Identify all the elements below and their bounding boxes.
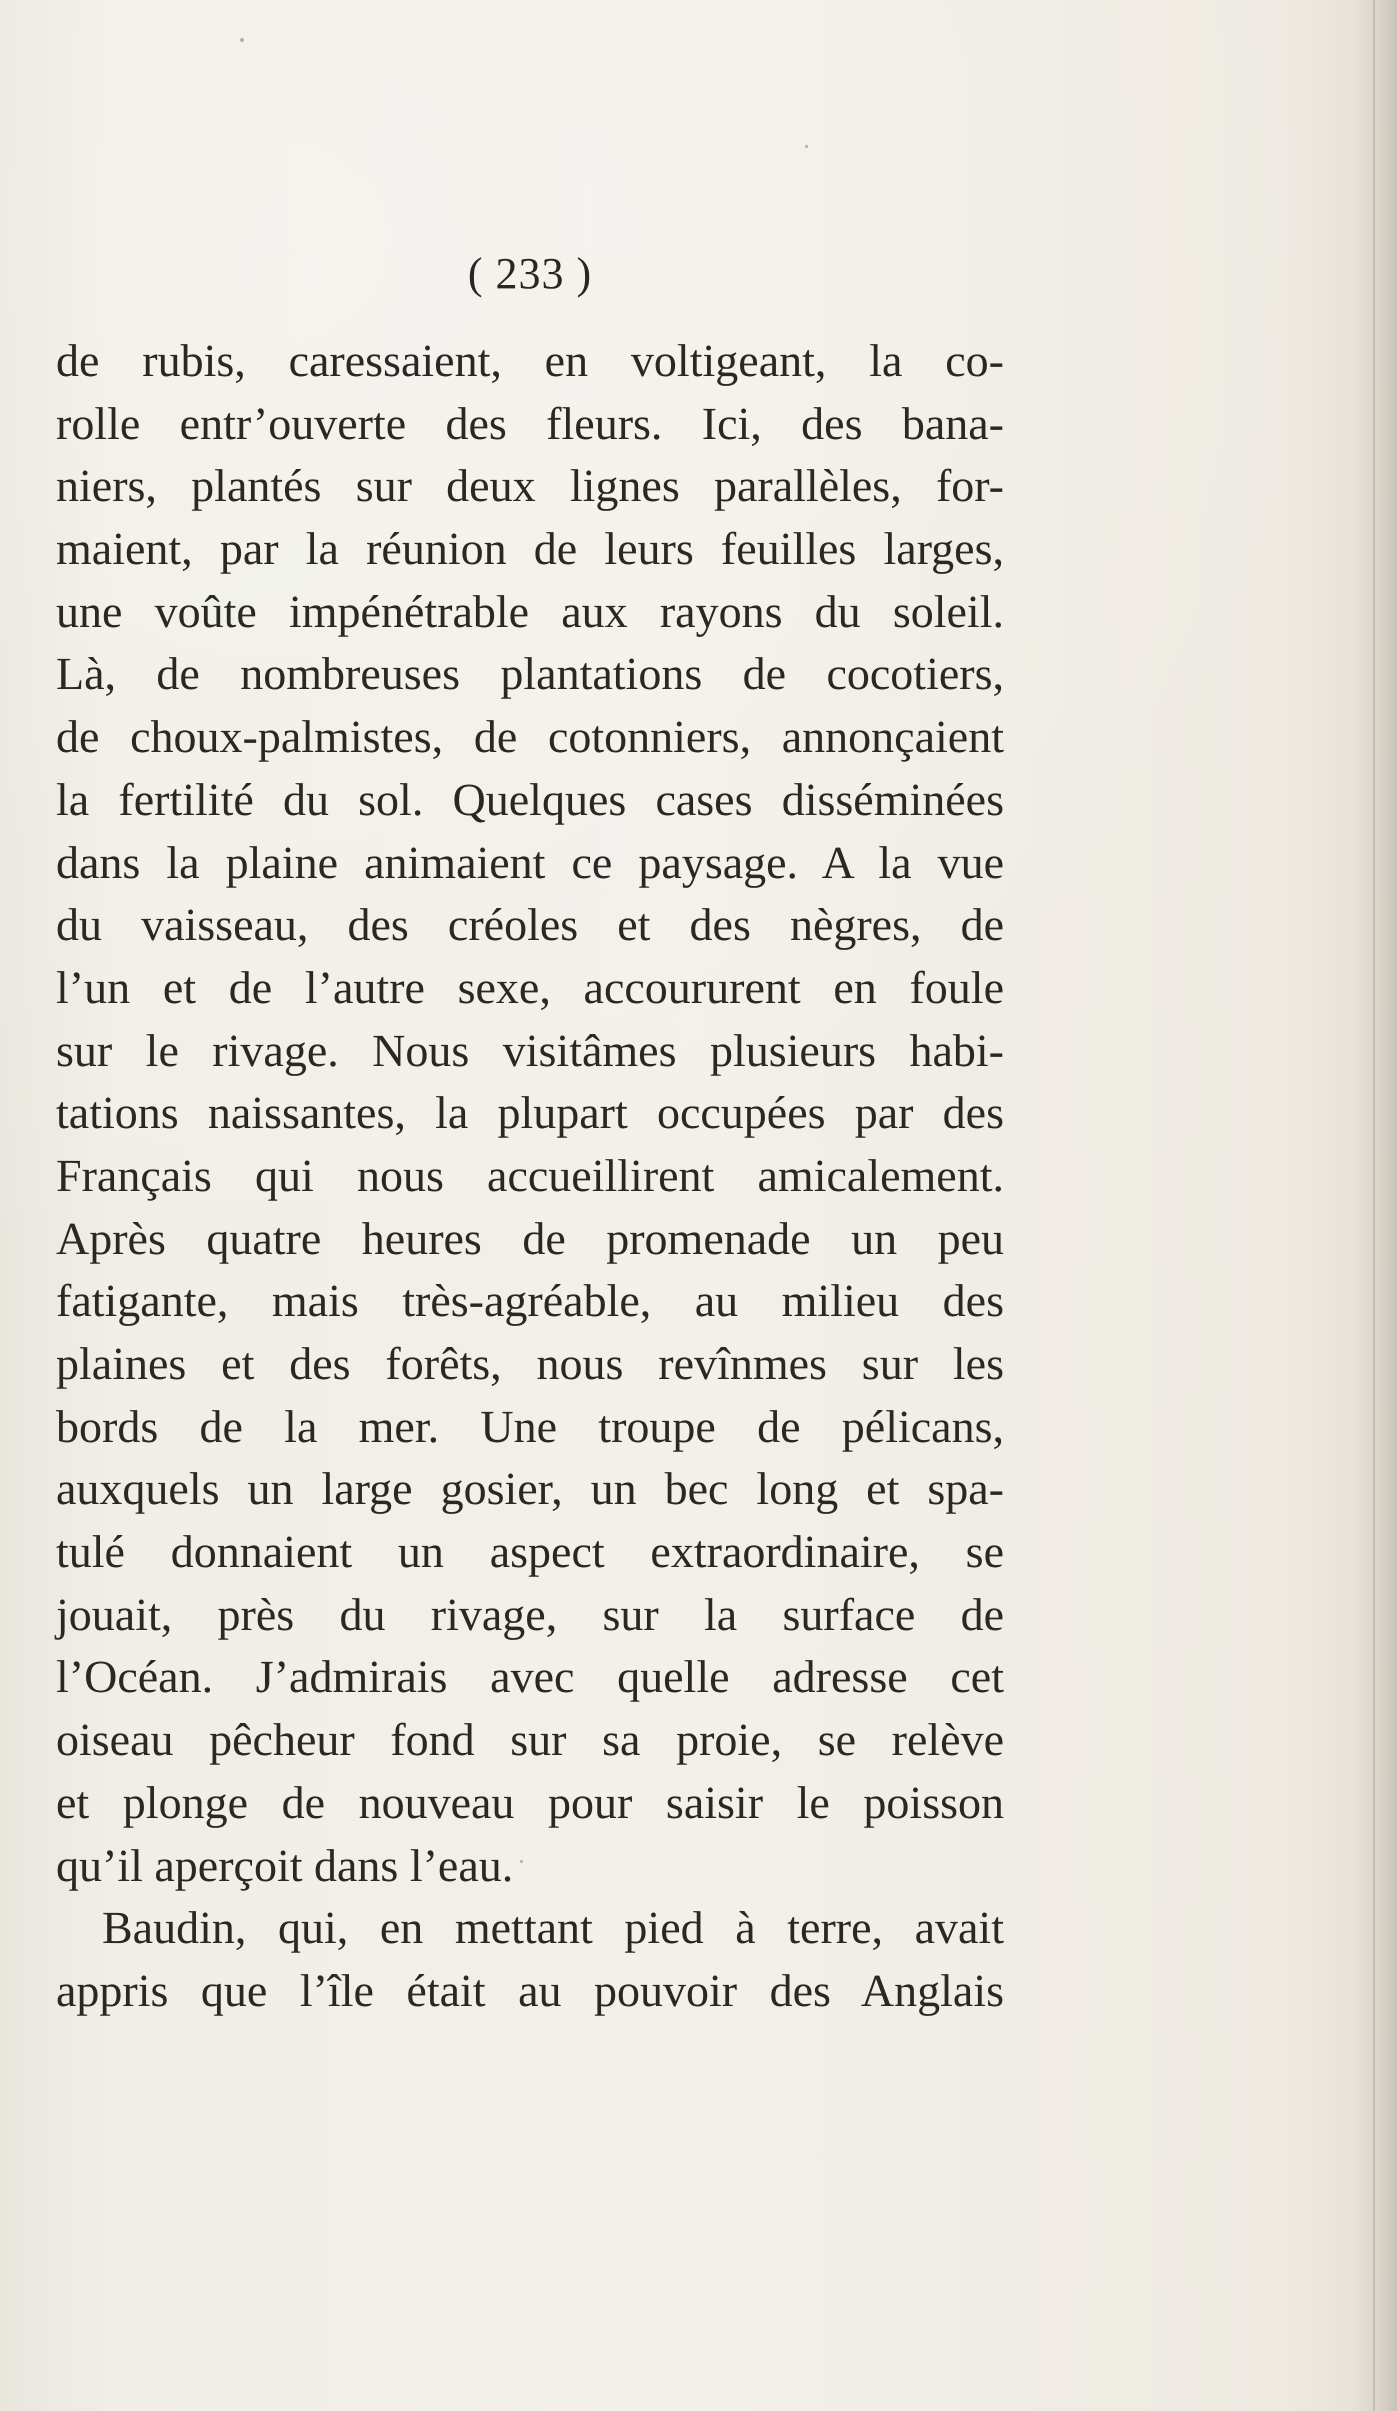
text-line: Baudin, qui, en mettant pied à terre, avait — [102, 1902, 1004, 1954]
text-line: jouait, près du rivage, sur la surface de — [56, 1588, 1004, 1640]
text-line: Là, de nombreuses plantations de cocotiers, — [56, 648, 1004, 700]
text-line: de choux-palmistes, de cotonniers, annonçaient — [56, 711, 1004, 763]
text-line: dans la plaine animaient ce paysage. A la vue — [56, 836, 1004, 888]
text-line: l’Océan. J’admirais avec quelle adresse cet — [56, 1651, 1004, 1703]
text-line: fatigante, mais très-agréable, au milieu des — [56, 1275, 1004, 1327]
text-line: niers, plantés sur deux lignes parallèles, for- — [56, 460, 1004, 512]
paper-speck — [240, 38, 244, 42]
text-line: bords de la mer. Une troupe de pélicans, — [56, 1400, 1004, 1452]
text-line: appris que l’île était au pouvoir des Anglais — [56, 1964, 1004, 2016]
text-line: plaines et des forêts, nous revînmes sur les — [56, 1338, 1004, 1389]
text-line: du vaisseau, des créoles et des nègres, de — [56, 899, 1004, 951]
text-line: maient, par la réunion de leurs feuilles larges, — [56, 523, 1004, 575]
text-line: qu’il aperçoit dans l’eau. — [56, 1839, 514, 1891]
text-line: auxquels un large gosier, un bec long et spa- — [56, 1463, 1004, 1515]
text-line: la fertilité du sol. Quelques cases disséminées — [56, 773, 1004, 825]
text-line: l’un et de l’autre sexe, accoururent en foule — [56, 961, 1004, 1013]
text-line: rolle entr’ouverte des fleurs. Ici, des bana- — [56, 397, 1004, 449]
page-edge-shadow — [1353, 0, 1397, 2411]
page-edge-line — [1373, 0, 1375, 2411]
text-line: oiseau pêcheur fond sur sa proie, se relève — [56, 1714, 1004, 1766]
text-line: Français qui nous accueillirent amicalement. — [56, 1149, 1004, 1201]
text-line: Après quatre heures de promenade un peu — [56, 1212, 1004, 1264]
text-line: tations naissantes, la plupart occupées par des — [56, 1087, 1004, 1139]
text-line: et plonge de nouveau pour saisir le poisson — [56, 1776, 1004, 1828]
text-line: sur le rivage. Nous visitâmes plusieurs habi- — [56, 1024, 1004, 1076]
text-line: une voûte impénétrable aux rayons du soleil. — [56, 585, 1004, 637]
page-number: ( 233 ) — [467, 249, 593, 298]
body-text — [56, 330, 1004, 2023]
text-line: de rubis, caressaient, en voltigeant, la co- — [56, 335, 1004, 386]
paper-speck — [805, 145, 808, 148]
text-line: tulé donnaient un aspect extraordinaire, se — [56, 1526, 1004, 1578]
